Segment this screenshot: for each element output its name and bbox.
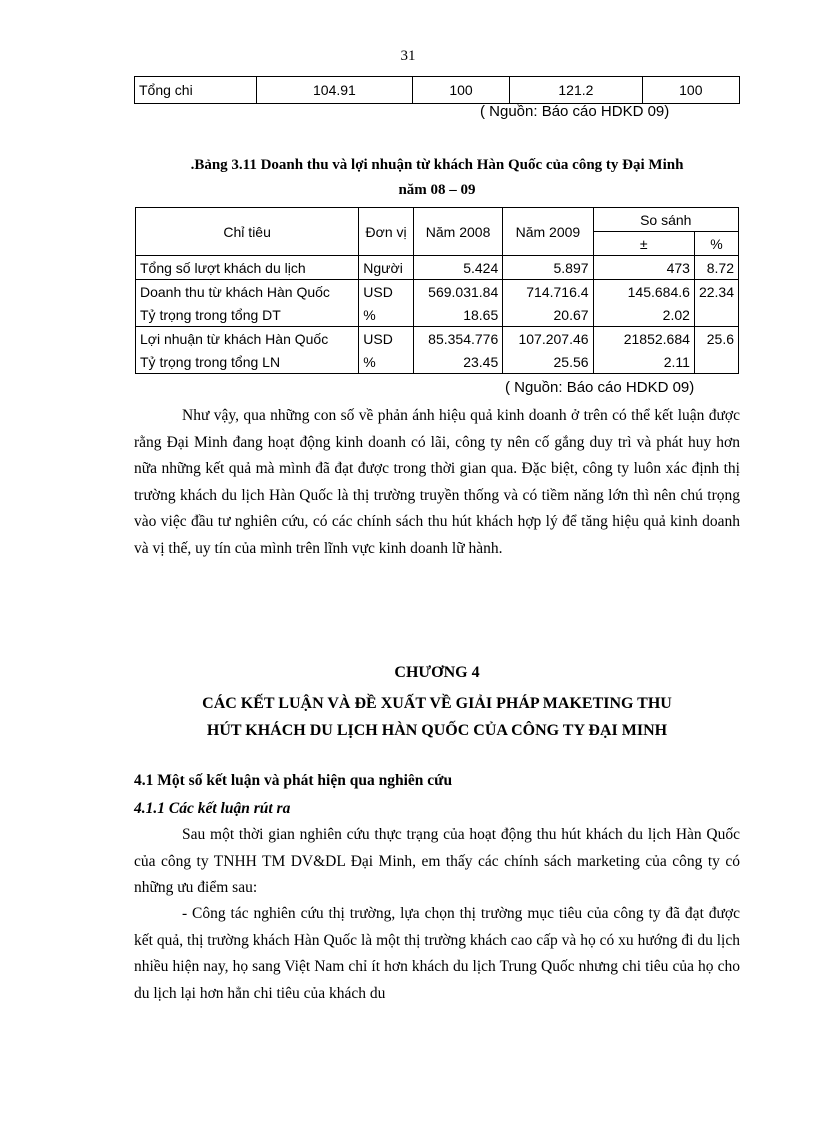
source-note: ( Nguồn: Báo cáo HDKD 09): [505, 379, 695, 396]
chapter-title-line2: HÚT KHÁCH DU LỊCH HÀN QUỐC CỦA CÔNG TY ĐẠI MINH: [206, 722, 668, 739]
table-caption-line2: năm 08 – 09: [398, 182, 476, 198]
chapter-title-line1: CÁC KẾT LUẬN VÀ ĐỀ XUẤT VỀ GIẢI PHÁP MAKETING THU: [202, 695, 672, 712]
cell-unit: USD: [359, 280, 414, 304]
cell-2009: 714.716.4: [503, 280, 593, 304]
table-header-row: [136, 208, 739, 232]
cell-2008: 85.354.776: [413, 327, 502, 351]
table-row: [135, 77, 740, 104]
header-percent: %: [694, 232, 738, 256]
cell-unit: USD: [359, 327, 414, 351]
table-cell: 100: [412, 77, 509, 104]
header-so-sanh: So sánh: [593, 208, 738, 232]
chapter-number: CHƯƠNG 4: [394, 664, 480, 681]
cell-label: Lợi nhuận từ khách Hàn Quốc: [136, 327, 359, 351]
cell-2008: 569.031.84: [413, 280, 502, 304]
body-paragraph: Sau một thời gian nghiên cứu thực trạng của hoạt động thu hút khách du lịch Hàn Quốc của công ty TNHH TM DV&DL Đại Minh, em thấy các chính sách marketing của công ty có những ưu điểm sau:: [134, 826, 740, 896]
cell-2009: 25.56: [503, 350, 593, 374]
cell-pct: [694, 303, 738, 327]
table-row: [136, 256, 739, 280]
cell-unit: Người: [359, 256, 414, 280]
table-row: [136, 350, 739, 374]
table-caption: [134, 153, 740, 203]
table-cell: Tổng chi: [135, 77, 257, 104]
cell-2008: 23.45: [413, 350, 502, 374]
cell-label: Doanh thu từ khách Hàn Quốc: [136, 280, 359, 304]
body-paragraph: Như vậy, qua những con số về phản ánh hiệu quả kinh doanh ở trên có thể kết luận được rằng Đại Minh đang hoạt động kinh doanh có lãi, công ty nên cố gắng duy trì và phát huy hơn nữa những kết quả mà mình đã đạt được trong thời gian qua. Đặc biệt, công ty luôn xác định thị trường khách du lịch Hàn Quốc là thị trường truyền thống và có tiềm năng lớn thì nên chú trọng vào việc đầu tư nghiên cứu, có các chính sách thu hút khách hợp lý để tăng hiệu quả kinh doanh và vị thế, uy tín của mình trên lĩnh vực kinh doanh lữ hành.: [134, 407, 740, 557]
body-paragraph: - Công tác nghiên cứu thị trường, lựa chọn thị trường mục tiêu của công ty đã đạt được kết quả, thị trường khách Hàn Quốc là một thị trường khách cao cấp và họ có xu hướng đi du lịch nhiều hiện nay, họ sang Việt Nam chỉ ít hơn khách du lịch Trung Quốc nhưng chi tiêu của họ cho du lịch lại hơn hẳn chi tiêu của khách du: [134, 905, 740, 1002]
table-caption-line1: .Bảng 3.11 Doanh thu và lợi nhuận từ khách Hàn Quốc của công ty Đại Minh: [190, 157, 684, 173]
cell-pct: 8.72: [694, 256, 738, 280]
cell-diff: 21852.684: [593, 327, 694, 351]
cell-diff: 473: [593, 256, 694, 280]
cell-label: Tỷ trọng trong tổng LN: [136, 350, 359, 374]
table-cell: 121.2: [510, 77, 642, 104]
section-heading: 4.1 Một số kết luận và phát hiện qua nghiên cứu: [134, 772, 453, 789]
cell-2008: 18.65: [413, 303, 502, 327]
cell-pct: 22.34: [694, 280, 738, 304]
cell-2009: 107.207.46: [503, 327, 593, 351]
header-nam-2008: Năm 2008: [413, 208, 502, 256]
table-row: [136, 327, 739, 351]
top-table: [134, 76, 740, 104]
cell-diff: 2.11: [593, 350, 694, 374]
table-cell: 100: [642, 77, 739, 104]
cell-unit: %: [359, 303, 414, 327]
cell-2009: 5.897: [503, 256, 593, 280]
table-row: [136, 303, 739, 327]
table-cell: 104.91: [257, 77, 413, 104]
cell-diff: 145.684.6: [593, 280, 694, 304]
revenue-profit-table: [135, 207, 739, 374]
header-nam-2009: Năm 2009: [503, 208, 593, 256]
chapter-title: [134, 690, 740, 744]
header-plus-minus: ±: [593, 232, 694, 256]
header-don-vi: Đơn vị: [359, 208, 414, 256]
cell-pct: [694, 350, 738, 374]
cell-2008: 5.424: [413, 256, 502, 280]
cell-2009: 20.67: [503, 303, 593, 327]
page-number: 31: [400, 48, 416, 64]
cell-pct: 25.6: [694, 327, 738, 351]
header-chi-tieu: Chỉ tiêu: [136, 208, 359, 256]
source-note: ( Nguồn: Báo cáo HDKD 09): [480, 103, 670, 120]
table-row: [136, 280, 739, 304]
cell-label: Tổng số lượt khách du lịch: [136, 256, 359, 280]
cell-label: Tỷ trọng trong tổng DT: [136, 303, 359, 327]
cell-diff: 2.02: [593, 303, 694, 327]
subsection-heading: 4.1.1 Các kết luận rút ra: [134, 800, 291, 817]
cell-unit: %: [359, 350, 414, 374]
